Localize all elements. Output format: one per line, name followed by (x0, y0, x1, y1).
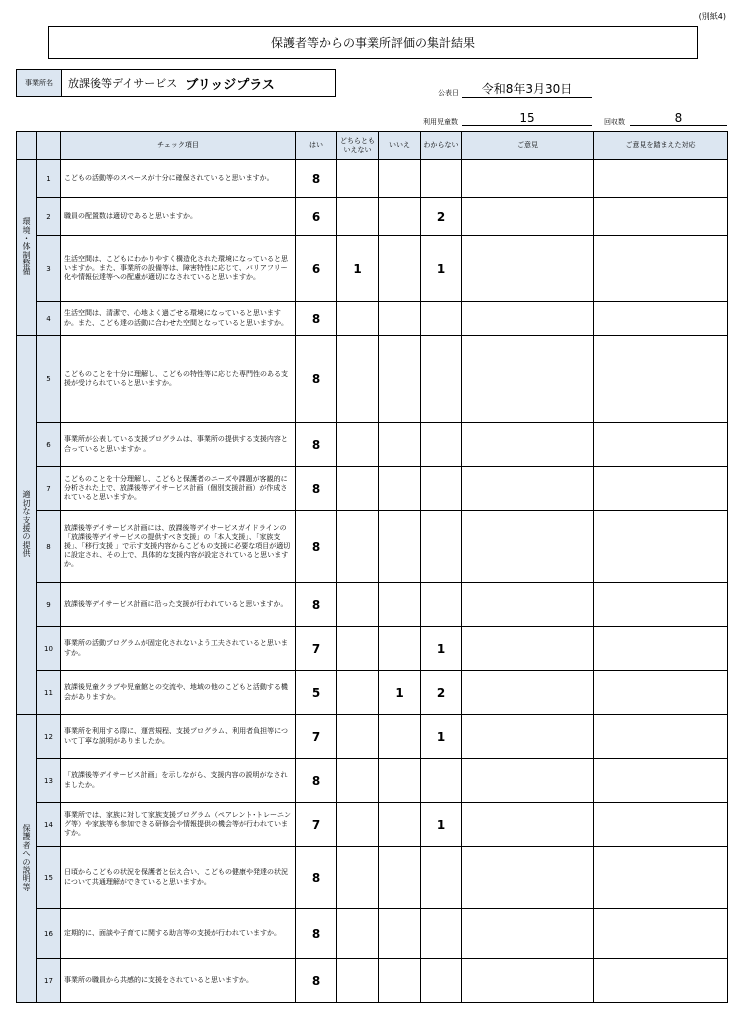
row-number: 8 (37, 511, 61, 583)
answer-neither (337, 511, 379, 583)
table-row (17, 715, 728, 759)
answer-unknown (421, 423, 462, 467)
row-number: 4 (37, 302, 61, 336)
category-char: 護 (22, 832, 31, 842)
answer-neither (337, 627, 379, 671)
response-cell (594, 715, 728, 759)
answer-yes: 7 (296, 627, 337, 671)
table-row (17, 236, 728, 302)
table-row (17, 909, 728, 959)
question-text: 放課後等デイサービス計画には、放課後等デイサービスガイドラインの「放課後等デイサービスの提供すべき支援」の「本人支援」、「家族支援」、「移行支援 」で示す支援内容からこどもの支援に必要な項目が適切に設定され、その上で、具体的な支援内容が設定されていると思いますか。 (61, 511, 296, 583)
answer-no (379, 198, 421, 236)
table-row (17, 759, 728, 803)
question-text: 生活空間は、こどもにわかりやすく構造化された環境になっていると思いますか。また、事業所の設備等は、障害特性に応じて、バリアフリー化や情報伝達等への配慮が適切になされていると思いますか。 (61, 236, 296, 302)
category-char: 切 (22, 498, 31, 508)
answer-unknown (421, 959, 462, 1003)
header-no: いいえ (379, 132, 421, 160)
table-row (17, 511, 728, 583)
evaluation-table (16, 131, 728, 1003)
row-number: 11 (37, 671, 61, 715)
opinion-cell (462, 759, 594, 803)
row-number: 16 (37, 909, 61, 959)
answer-unknown (421, 583, 462, 627)
header-neither-line1: どちらとも (340, 137, 375, 146)
answer-no (379, 160, 421, 198)
answer-no (379, 511, 421, 583)
row-number: 14 (37, 803, 61, 847)
question-text: 「放課後等デイサービス計画」を示しながら、支援内容の説明がなされましたか。 (61, 759, 296, 803)
row-number: 17 (37, 959, 61, 1003)
opinion-cell (462, 909, 594, 959)
category-char: な (22, 507, 31, 517)
response-cell (594, 423, 728, 467)
answer-no (379, 236, 421, 302)
users-count: 15 (462, 111, 592, 126)
table-row (17, 467, 728, 511)
question-text: こどもの活動等のスペースが十分に確保されていると思いますか。 (61, 160, 296, 198)
answer-yes: 8 (296, 847, 337, 909)
response-cell (594, 160, 728, 198)
category-char: 保 (22, 823, 31, 833)
answer-no (379, 583, 421, 627)
header-opinion: ご意見 (462, 132, 594, 160)
published-label: 公表日 (438, 89, 459, 97)
question-text: 放課後等デイサービス計画に沿った支援が行われていると思いますか。 (61, 583, 296, 627)
category-char: 制 (22, 250, 31, 260)
response-cell (594, 847, 728, 909)
response-cell (594, 583, 728, 627)
answer-neither (337, 847, 379, 909)
response-cell (594, 909, 728, 959)
answer-neither (337, 583, 379, 627)
opinion-cell (462, 803, 594, 847)
table-row (17, 803, 728, 847)
answer-unknown: 1 (421, 627, 462, 671)
category-cell (17, 336, 37, 715)
answer-yes: 8 (296, 160, 337, 198)
answer-unknown (421, 302, 462, 336)
response-cell (594, 759, 728, 803)
question-text: 放課後児童クラブや児童館との交流や、地域の他のこどもと活動する機会がありますか。 (61, 671, 296, 715)
question-text: 事業所が公表している支援プログラムは、事業所の提供する支援内容と合っていると思いますか 。 (61, 423, 296, 467)
table-row (17, 423, 728, 467)
answer-unknown: 1 (421, 715, 462, 759)
answer-no (379, 959, 421, 1003)
answer-yes: 8 (296, 336, 337, 423)
answer-yes: 8 (296, 759, 337, 803)
office-name (62, 70, 335, 96)
answer-unknown: 1 (421, 236, 462, 302)
office-name-main: ブリッジプラス (185, 77, 275, 93)
category-char: 備 (22, 267, 31, 277)
response-cell (594, 959, 728, 1003)
answer-unknown: 2 (421, 198, 462, 236)
opinion-cell (462, 467, 594, 511)
form-number: (別紙4) (698, 12, 726, 21)
answer-no (379, 467, 421, 511)
answer-yes: 5 (296, 671, 337, 715)
answer-no: 1 (379, 671, 421, 715)
question-text: 事業所の活動プログラムが固定化されないよう工夫されていると思いますか。 (61, 627, 296, 671)
header-item: チェック項目 (61, 132, 296, 160)
row-number: 7 (37, 467, 61, 511)
opinion-cell (462, 583, 594, 627)
category-char: 整 (22, 259, 31, 269)
answer-yes: 6 (296, 236, 337, 302)
header-neither (337, 132, 379, 160)
answer-neither (337, 467, 379, 511)
question-text: こどものことを十分理解し、こどもと保護者のニーズや課題が客観的に分析された上で、放課後等デイサービス計画（個別支援計画）が作成されていると思いますか。 (61, 467, 296, 511)
category-char: へ (22, 849, 31, 859)
category-char: 境 (22, 225, 31, 235)
row-number: 10 (37, 627, 61, 671)
row-number: 9 (37, 583, 61, 627)
answer-unknown (421, 160, 462, 198)
header-number (37, 132, 61, 160)
opinion-cell (462, 236, 594, 302)
answer-no (379, 627, 421, 671)
question-text: 事業所の職員から共感的に支援をされていると思いますか。 (61, 959, 296, 1003)
table-row (17, 627, 728, 671)
category-char: 等 (22, 882, 31, 892)
header-unknown: わからない (421, 132, 462, 160)
category-char: の (22, 532, 31, 542)
office-name-box (16, 69, 336, 97)
row-number: 2 (37, 198, 61, 236)
answer-no (379, 423, 421, 467)
answer-yes: 6 (296, 198, 337, 236)
office-name-prefix: 放課後等デイサービス (68, 77, 178, 90)
row-number: 12 (37, 715, 61, 759)
answer-unknown (421, 336, 462, 423)
response-cell (594, 627, 728, 671)
question-text: 日頃からこどもの状況を保護者と伝え合い、こどもの健康や発達の状況について共通理解ができていると思いますか。 (61, 847, 296, 909)
opinion-cell (462, 715, 594, 759)
answer-neither (337, 959, 379, 1003)
question-text: こどものことを十分に理解し、こどもの特性等に応じた専門性のある支援が受けられていると思いますか。 (61, 336, 296, 423)
users-label: 利用児童数 (423, 118, 458, 126)
row-number: 3 (37, 236, 61, 302)
responses-count: 8 (630, 111, 727, 126)
row-number: 6 (37, 423, 61, 467)
response-cell (594, 467, 728, 511)
opinion-cell (462, 511, 594, 583)
header-neither-line2: いえない (343, 145, 372, 154)
answer-no (379, 302, 421, 336)
opinion-cell (462, 302, 594, 336)
header-yes: はい (296, 132, 337, 160)
page-title: 保護者等からの事業所評価の集計結果 (48, 26, 698, 59)
answer-yes: 8 (296, 302, 337, 336)
answer-no (379, 909, 421, 959)
category-char: 適 (22, 490, 31, 500)
answer-unknown: 1 (421, 803, 462, 847)
question-text: 職員の配置数は適切であると思いますか。 (61, 198, 296, 236)
response-cell (594, 198, 728, 236)
answer-neither (337, 302, 379, 336)
answer-no (379, 847, 421, 909)
category-char: 体 (22, 242, 31, 252)
category-char: 援 (22, 524, 31, 533)
opinion-cell (462, 627, 594, 671)
question-text: 定期的に、面談や子育てに関する助言等の支援が行われていますか。 (61, 909, 296, 959)
answer-unknown (421, 511, 462, 583)
answer-neither (337, 671, 379, 715)
answer-no (379, 336, 421, 423)
response-cell (594, 511, 728, 583)
question-text: 事業所を利用する際に、運営規程、支援プログラム、利用者負担等について丁寧な説明がありましたか。 (61, 715, 296, 759)
answer-neither (337, 715, 379, 759)
category-char: 明 (22, 874, 31, 884)
opinion-cell (462, 336, 594, 423)
opinion-cell (462, 847, 594, 909)
category-char: 支 (22, 515, 31, 525)
category-char: 提 (22, 540, 31, 550)
answer-neither: 1 (337, 236, 379, 302)
question-text: 事業所では、家族に対して家族支援プログラム（ペアレント･トレーニング等）や家族等も参加できる研修会や情報提供の機会等が行われていますか。 (61, 803, 296, 847)
table-row (17, 302, 728, 336)
response-cell (594, 236, 728, 302)
row-number: 13 (37, 759, 61, 803)
header-category (17, 132, 37, 160)
answer-yes: 8 (296, 959, 337, 1003)
opinion-cell (462, 959, 594, 1003)
table-row (17, 847, 728, 909)
category-char: 説 (22, 865, 31, 875)
opinion-cell (462, 160, 594, 198)
answer-yes: 8 (296, 511, 337, 583)
table-row (17, 671, 728, 715)
answer-yes: 7 (296, 803, 337, 847)
opinion-cell (462, 198, 594, 236)
row-number: 1 (37, 160, 61, 198)
table-row (17, 336, 728, 423)
answer-yes: 8 (296, 583, 337, 627)
answer-yes: 8 (296, 467, 337, 511)
office-label: 事業所名 (17, 70, 62, 96)
response-cell (594, 671, 728, 715)
answer-neither (337, 198, 379, 236)
category-char: 環 (22, 217, 31, 227)
answer-unknown (421, 759, 462, 803)
answer-yes: 8 (296, 909, 337, 959)
answer-neither (337, 909, 379, 959)
table-row (17, 959, 728, 1003)
category-char: 供 (22, 549, 31, 559)
answer-neither (337, 803, 379, 847)
table-row (17, 583, 728, 627)
response-cell (594, 302, 728, 336)
answer-no (379, 759, 421, 803)
row-number: 5 (37, 336, 61, 423)
responses-label: 回収数 (604, 118, 625, 126)
response-cell (594, 803, 728, 847)
category-char: の (22, 857, 31, 867)
opinion-cell (462, 671, 594, 715)
table-row (17, 198, 728, 236)
category-cell (17, 160, 37, 336)
answer-yes: 8 (296, 423, 337, 467)
answer-no (379, 803, 421, 847)
answer-unknown (421, 909, 462, 959)
response-cell (594, 336, 728, 423)
category-char: ・ (22, 233, 31, 243)
answer-neither (337, 759, 379, 803)
table-row (17, 160, 728, 198)
question-text: 生活空間は、清潔で、心地よく過ごせる環境になっていると思いますか。また、こども達の活動に合わせた空間となっていると思いますか。 (61, 302, 296, 336)
answer-neither (337, 423, 379, 467)
answer-yes: 7 (296, 715, 337, 759)
answer-neither (337, 336, 379, 423)
answer-unknown (421, 467, 462, 511)
category-cell (17, 715, 37, 1003)
row-number: 15 (37, 847, 61, 909)
opinion-cell (462, 423, 594, 467)
answer-neither (337, 160, 379, 198)
answer-unknown (421, 847, 462, 909)
header-response: ご意見を踏まえた対応 (594, 132, 728, 160)
category-char: 者 (22, 840, 31, 850)
published-date: 令和8年3月30日 (462, 80, 592, 98)
answer-unknown: 2 (421, 671, 462, 715)
answer-no (379, 715, 421, 759)
